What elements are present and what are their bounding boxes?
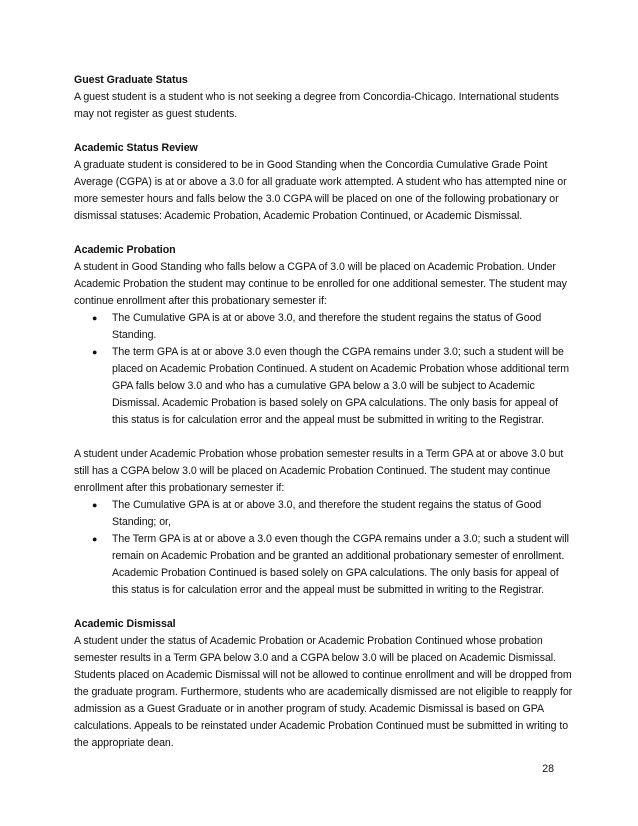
bullet-list xyxy=(74,310,574,429)
paragraph: A student in Good Standing who falls below a CGPA of 3.0 will be placed on Academic Probation. Under Academic Probation the student may continue to be enrolled for one additional semester. The student may continue enrollment after this probationary semester if: xyxy=(74,261,567,307)
section-academic-probation xyxy=(74,242,574,429)
list-item-text: The Cumulative GPA is at or above 3.0, and therefore the student regains the status of Good Standing. xyxy=(112,312,542,341)
list-item-text: The Cumulative GPA is at or above 3.0, and therefore the student regains the status of Good Standing; or, xyxy=(112,499,542,528)
paragraph: A graduate student is considered to be in Good Standing when the Concordia Cumulative Grade Point Average (CGPA) is at or above a 3.0 for all graduate work attempted. A student who has attempted nine or more semester hours and falls below the 3.0 CGPA will be placed on one of the following probationary or dismissal statuses: Academic Probation, Academic Probation Continued, or Academic Dismissal. xyxy=(74,159,567,222)
page-number: 28 xyxy=(542,763,554,775)
list-item xyxy=(74,497,574,531)
list-item-text: The term GPA is at or above 3.0 even though the CGPA remains under 3.0; such a student will be placed on Academic Probation Continued. A student on Academic Probation whose additional term GPA falls below 3.0 and who has a cumulative GPA below a 3.0 will be subject to Academic Dismissal. Academic Probation is based solely on GPA calculations. The only basis for appeal of this status is for calculation error and the appeal must be submitted in writing to the Registrar. xyxy=(112,346,570,426)
bullet-icon: ● xyxy=(92,534,98,544)
paragraph: A guest student is a student who is not seeking a degree from Concordia-Chicago. International students may not register as guest students. xyxy=(74,91,559,120)
section-guest-graduate-status xyxy=(74,72,574,123)
paragraph: A student under Academic Probation whose probation semester results in a Term GPA at or above 3.0 but still has a CGPA below 3.0 will be placed on Academic Probation Continued. The student may continue enrollment after this probationary semester if: xyxy=(74,448,564,494)
list-item xyxy=(74,310,574,344)
document-body xyxy=(74,72,574,752)
list-item-text: The Term GPA is at or above a 3.0 even though the CGPA remains under a 3.0; such a student will remain on Academic Probation and be granted an additional probationary semester of enrollment. Academic Probation Continued is based solely on GPA calculations. The only basis for appeal of this status is for calculation error and the appeal must be submitted in writing to the Registrar. xyxy=(112,533,569,596)
list-item xyxy=(74,531,574,599)
list-item xyxy=(74,344,574,429)
section-probation-continued xyxy=(74,446,574,599)
section-heading: Guest Graduate Status xyxy=(74,74,188,86)
bullet-icon: ● xyxy=(92,347,98,357)
section-heading: Academic Probation xyxy=(74,244,176,256)
section-heading: Academic Status Review xyxy=(74,142,198,154)
bullet-list xyxy=(74,497,574,599)
bullet-icon: ● xyxy=(92,313,98,323)
bullet-icon: ● xyxy=(92,500,98,510)
paragraph: A student under the status of Academic Probation or Academic Probation Continued whose probation semester results in a Term GPA below 3.0 and a CGPA below 3.0 will be placed on Academic Dismissal. Students placed on Academic Dismissal will not be allowed to continue enrollment and will be dropped from the graduate program. Furthermore, students who are academically dismissed are not eligible to reapply for admission as a Guest Graduate or in another program of study. Academic Dismissal is based on GPA calculations. Appeals to be reinstated under Academic Probation Continued must be submitted in writing to the appropriate dean. xyxy=(74,635,573,749)
section-academic-status-review xyxy=(74,140,574,225)
section-heading: Academic Dismissal xyxy=(74,618,176,630)
section-academic-dismissal xyxy=(74,616,574,752)
